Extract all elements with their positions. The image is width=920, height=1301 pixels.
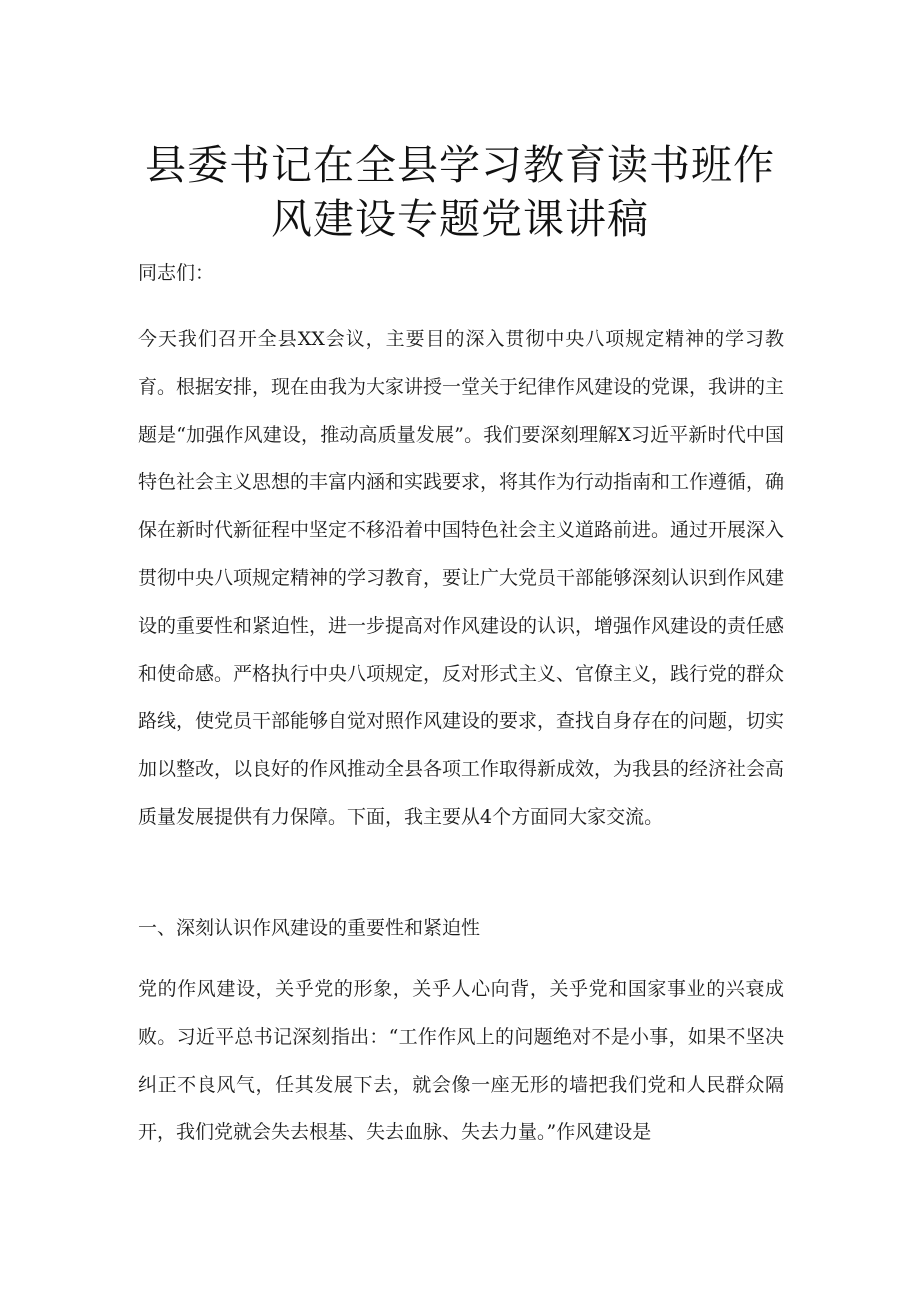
paragraph: 党的作风建设，关乎党的形象，关乎人心向背，关乎党和国家事业的兴衰成败。习近平总书记深刻指出：“工作作风上的问题绝对不是小事，如果不坚决纠正不良风气，任其发展下去，就会像一座无形的墙把我们党和人民群众隔开，我们党就会失去根基、失去血脉、失去力量。”作风建设是 (138, 978, 784, 1144)
section-heading: 一、深刻认识作风建设的重要性和紧迫性 (138, 917, 481, 939)
greeting: 同志们： (138, 262, 215, 284)
document-title: 县委书记在全县学习教育读书班作风建设专题党课讲稿 (145, 141, 775, 243)
paragraph: 今天我们召开全县XX会议，主要目的深入贯彻中央八项规定精神的学习教育。根据安排，现在由我为大家讲授一堂关于纪律作风建设的党课，我讲的主题是“加强作风建设，推动高质量发展”。我们要深刻理解X习近平新时代中国特色社会主义思想的丰富内涵和实践要求，将其作为行动指南和工作遵循，确保在新时代新征程中坚定不移沿着中国特色社会主义道路前进。通过开展深入贯彻中央八项规定精神的学习教育，要让广大党员干部能够深刻认识到作风建设的重要性和紧迫性，进一步提高对作风建设的认识，增强作风建设的责任感和使命感。严格执行中央八项规定，反对形式主义、官僚主义，践行党的群众路线，使党员干部能够自觉对照作风建设的要求，查找自身存在的问题，切实加以整改，以良好的作风推动全县各项工作取得新成效，为我县的经济社会高质量发展提供有力保障。下面，我主要从4个方面同大家交流。 (138, 328, 785, 828)
